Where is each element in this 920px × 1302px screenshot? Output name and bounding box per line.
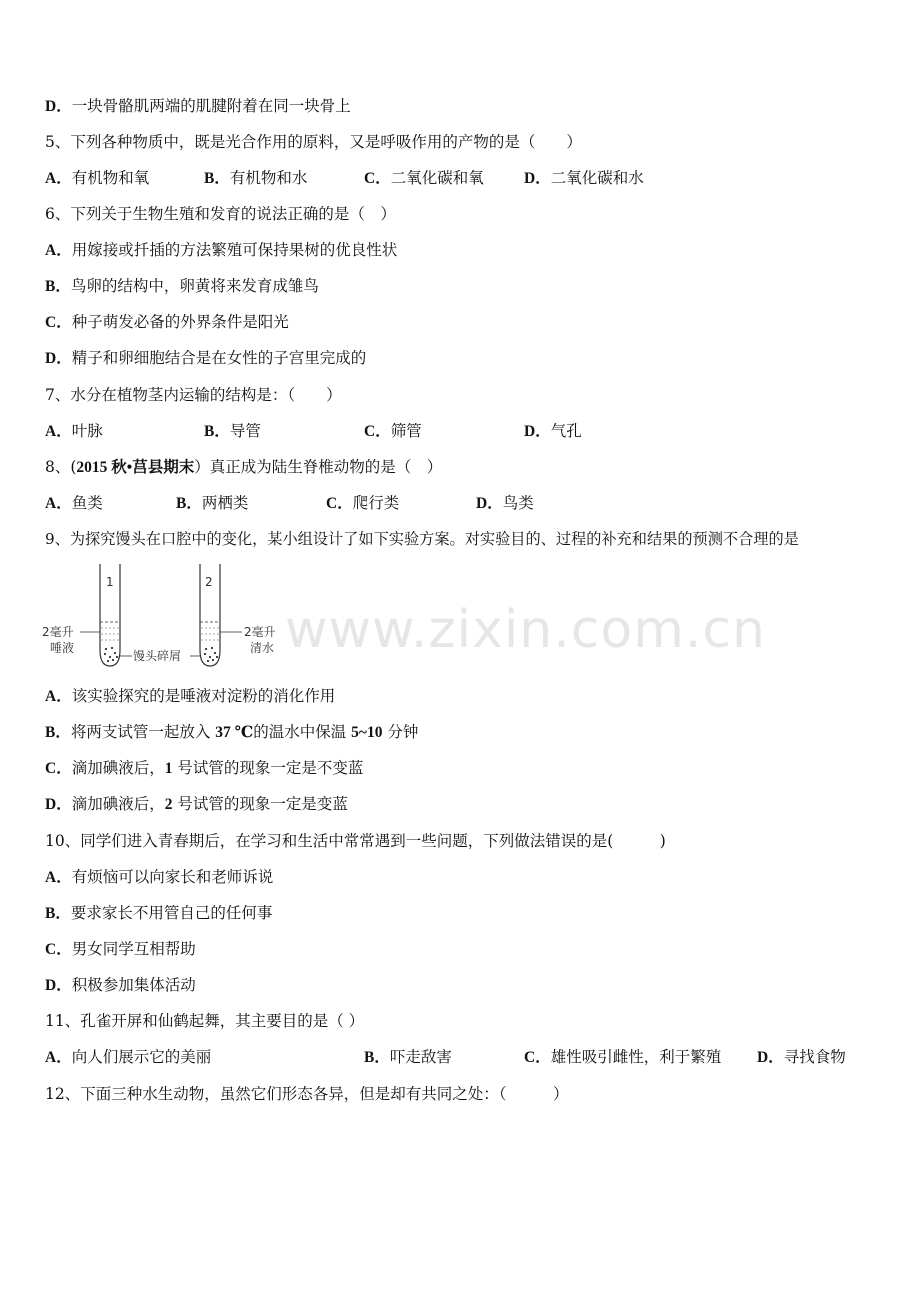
q11-option-c (524, 1047, 721, 1068)
q10-option-a (45, 867, 273, 888)
option-text: 要求家长不用管自己的任何事 (70, 904, 273, 922)
q11-option-b (364, 1047, 452, 1068)
option-text: 叶脉 (71, 422, 103, 440)
q6-option-a (45, 240, 397, 261)
option-text: 的温水中保温 (253, 723, 352, 741)
option-letter: C． (45, 314, 72, 331)
option-letter: D． (45, 98, 72, 115)
duration-value: 5~10 (351, 724, 383, 741)
q5-option-d (524, 168, 644, 189)
question-6: 6、下列关于生物生殖和发育的说法正确的是（ ） (45, 205, 396, 223)
option-letter: D． (45, 350, 72, 367)
saliva-label: 唾液 (50, 641, 75, 655)
question-source: 2015 秋•莒县期末 (76, 459, 195, 476)
option-text: 分钟 (382, 723, 419, 741)
test-tube-2 (200, 564, 220, 666)
saliva-amount-label: 2毫升 (42, 625, 74, 639)
option-text: 该实验探究的是唾液对淀粉的消化作用 (71, 687, 336, 705)
tube-number: 2 (164, 796, 173, 813)
q7-option-a (45, 421, 103, 442)
option-letter: D． (45, 977, 72, 994)
question-5: 5、下列各种物质中，既是光合作用的原料，又是呼吸作用的产物的是（ ） (45, 133, 582, 151)
option-letter: A． (45, 688, 72, 705)
option-letter: B． (45, 278, 71, 295)
option-letter: D． (524, 170, 551, 187)
question-8 (45, 457, 442, 478)
option-letter: D． (45, 796, 72, 813)
q7-option-b (204, 421, 261, 442)
q5-option-a (45, 168, 149, 189)
option-text: 鸟卵的结构中，卵黄将来发育成雏鸟 (70, 277, 319, 295)
question-9: 9、为探究馒头在口腔中的变化，某小组设计了如下实验方案。对实验目的、过程的补充和结果的预测不合理的是 (45, 530, 799, 548)
option-text: 筛管 (390, 422, 422, 440)
option-text: 两栖类 (201, 494, 249, 512)
q11-option-a (45, 1047, 211, 1068)
option-letter: C． (364, 170, 391, 187)
question-12: 12、下面三种水生动物，虽然它们形态各异，但是却有共同之处：（ ） (45, 1085, 569, 1103)
option-text: 寻找食物 (783, 1048, 846, 1066)
q10-option-d (45, 975, 196, 996)
option-letter: B． (176, 495, 202, 512)
option-text: 滴加碘液后， (71, 759, 165, 777)
option-text: 有机物和水 (229, 169, 308, 187)
q11-option-d (757, 1047, 846, 1068)
option-text: 积极参加集体活动 (71, 976, 196, 994)
option-letter: C． (45, 941, 72, 958)
watermark: www.zixin.com.cn (285, 600, 766, 660)
option-text: 二氧化碳和水 (550, 169, 644, 187)
option-letter: C． (524, 1049, 551, 1066)
option-text: 男女同学互相帮助 (71, 940, 196, 958)
water-label: 清水 (250, 641, 275, 655)
temperature-value: 37 ℃ (215, 724, 254, 741)
option-text: 雄性吸引雌性，利于繁殖 (550, 1048, 722, 1066)
option-letter: A． (45, 869, 72, 886)
option-letter: C． (364, 423, 391, 440)
option-text: 鸟类 (502, 494, 534, 512)
tube-1-label: 1 (106, 575, 114, 589)
option-text: 一块骨骼肌两端的肌腱附着在同一块骨上 (71, 97, 351, 115)
q10-option-c (45, 939, 196, 960)
option-letter: D． (524, 423, 551, 440)
question-10: 10、同学们进入青春期后，在学习和生活中常常遇到一些问题，下列做法错误的是( ) (45, 832, 666, 850)
option-letter: A． (45, 170, 72, 187)
option-letter: B． (364, 1049, 390, 1066)
water-amount-label: 2毫升 (244, 625, 276, 639)
bread-crumbs-label: 馒头碎屑 (133, 649, 182, 663)
question-text: ）真正成为陆生脊椎动物的是（ ） (194, 458, 443, 476)
option-letter: B． (45, 905, 71, 922)
option-text: 向人们展示它的美丽 (71, 1048, 212, 1066)
q8-option-c (326, 493, 399, 514)
option-letter: A． (45, 495, 72, 512)
option-letter: C． (326, 495, 353, 512)
q10-option-b (45, 903, 272, 924)
q6-option-d (45, 348, 366, 369)
option-text: 将两支试管一起放入 (70, 723, 216, 741)
option-letter: D． (757, 1049, 784, 1066)
option-letter: C． (45, 760, 72, 777)
option-text: 导管 (229, 422, 261, 440)
q7-option-d (524, 421, 582, 442)
option-letter: B． (204, 423, 230, 440)
option-text: 有机物和氧 (71, 169, 150, 187)
test-tube-diagram (40, 558, 290, 673)
option-text: 滴加碘液后， (71, 795, 165, 813)
q5-option-c (364, 168, 484, 189)
option-letter: B． (204, 170, 230, 187)
q9-option-a (45, 686, 335, 707)
option-letter: B． (45, 724, 71, 741)
q9-option-b (45, 722, 418, 743)
option-text: 号试管的现象一定是不变蓝 (172, 759, 364, 777)
q9-option-c (45, 758, 363, 779)
option-text: 用嫁接或扦插的方法繁殖可保持果树的优良性状 (71, 241, 398, 259)
q6-option-c (45, 312, 289, 333)
q5-option-b (204, 168, 307, 189)
q7-option-c (364, 421, 422, 442)
option-text: 号试管的现象一定是变蓝 (172, 795, 348, 813)
test-tube-1 (100, 564, 120, 666)
question-7: 7、水分在植物茎内运输的结构是：（ ） (45, 386, 342, 404)
question-11: 11、孔雀开屏和仙鹤起舞，其主要目的是（ ） (45, 1012, 365, 1030)
option-text: 精子和卵细胞结合是在女性的子宫里完成的 (71, 349, 367, 367)
option-letter: A． (45, 242, 72, 259)
tube-number: 1 (164, 760, 173, 777)
q8-option-a (45, 493, 103, 514)
option-letter: A． (45, 1049, 72, 1066)
q6-option-b (45, 276, 319, 297)
option-text: 吓走敌害 (389, 1048, 452, 1066)
option-text: 爬行类 (352, 494, 400, 512)
option-text: 二氧化碳和氧 (390, 169, 484, 187)
q9-option-d (45, 794, 348, 815)
q8-option-b (176, 493, 248, 514)
option-text: 有烦恼可以向家长和老师诉说 (71, 868, 274, 886)
option-text: 种子萌发必备的外界条件是阳光 (71, 313, 289, 331)
q8-option-d (476, 493, 534, 514)
question-number: 8、( (45, 458, 77, 476)
option-letter: A． (45, 423, 72, 440)
tube-2-label: 2 (205, 575, 213, 589)
option-letter: D． (476, 495, 503, 512)
option-text: 鱼类 (71, 494, 103, 512)
option-d-line (45, 96, 351, 117)
option-text: 气孔 (550, 422, 582, 440)
